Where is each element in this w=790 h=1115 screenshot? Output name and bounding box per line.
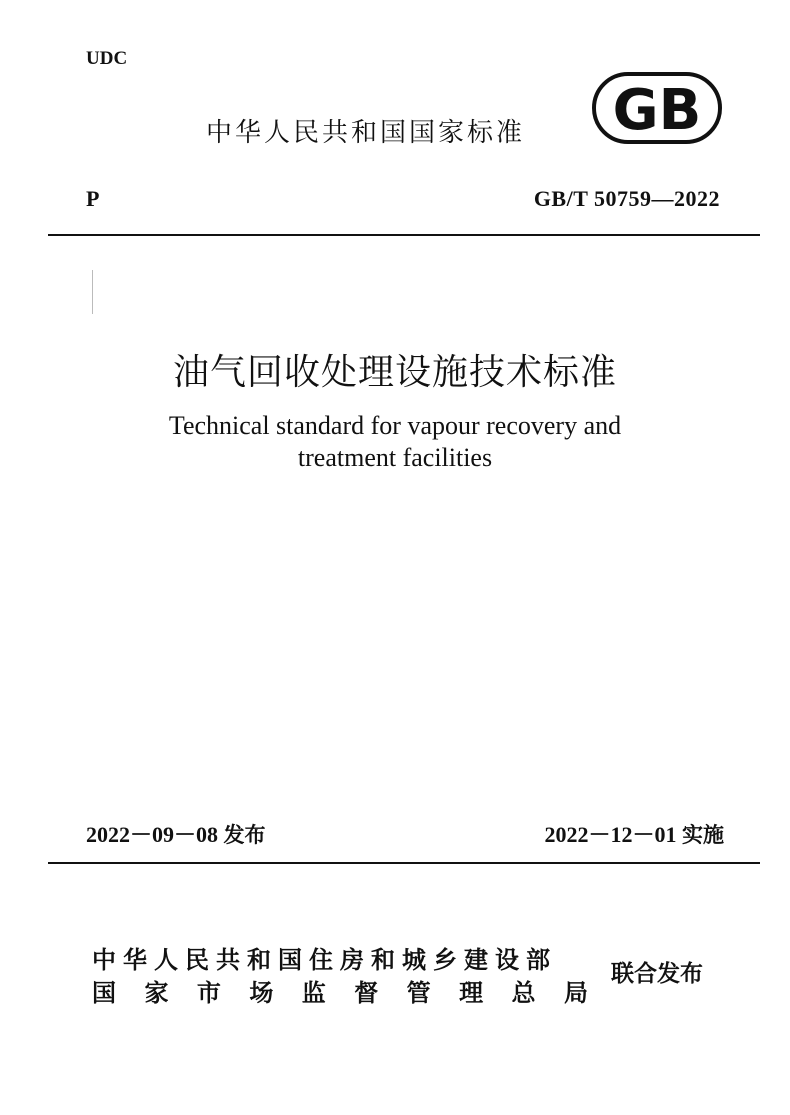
standard-number: GB/T 50759—2022 — [533, 186, 720, 211]
gb-logo-icon — [592, 72, 722, 144]
category-code: P — [86, 186, 100, 211]
issuer-char: 管 — [406, 979, 431, 1007]
issuer-char: 市 — [196, 979, 221, 1007]
margin-mark — [92, 270, 93, 314]
joint-release-label: 联合发布 — [611, 961, 703, 987]
top-divider — [48, 234, 760, 236]
implement-label: 实施 — [682, 823, 724, 847]
issuer-char: 总 — [511, 979, 536, 1007]
bottom-divider — [48, 862, 760, 864]
publish-label: 发布 — [223, 823, 266, 847]
svg-text:GB: GB — [612, 78, 702, 143]
issuer-char: 理 — [459, 979, 484, 1007]
issuer-char: 场 — [249, 979, 274, 1007]
title-english-line2: treatment facilities — [297, 443, 493, 472]
title-chinese: 油气回收处理设施技术标准 — [172, 352, 617, 393]
issuer-char: 国 — [92, 979, 116, 1007]
issuer-ministry: 中华人民共和国住房和城乡建设部 — [92, 946, 557, 974]
implement-info — [544, 818, 724, 849]
issuer-administration — [92, 973, 588, 1008]
issuer-char: 监 — [301, 979, 326, 1007]
publish-info — [86, 818, 266, 849]
national-standard-heading: 中华人民共和国国家标准 — [206, 118, 526, 148]
publish-date: 2022－09－08 — [86, 822, 219, 847]
issuer-char: 局 — [563, 979, 588, 1007]
implement-date: 2022－12－01 — [544, 822, 677, 847]
issuer-char: 督 — [354, 979, 379, 1007]
issuer-char: 家 — [144, 979, 169, 1007]
title-english-line1: Technical standard for vapour recovery and — [168, 411, 622, 440]
udc-label: UDC — [86, 48, 128, 69]
title-english — [0, 410, 790, 474]
